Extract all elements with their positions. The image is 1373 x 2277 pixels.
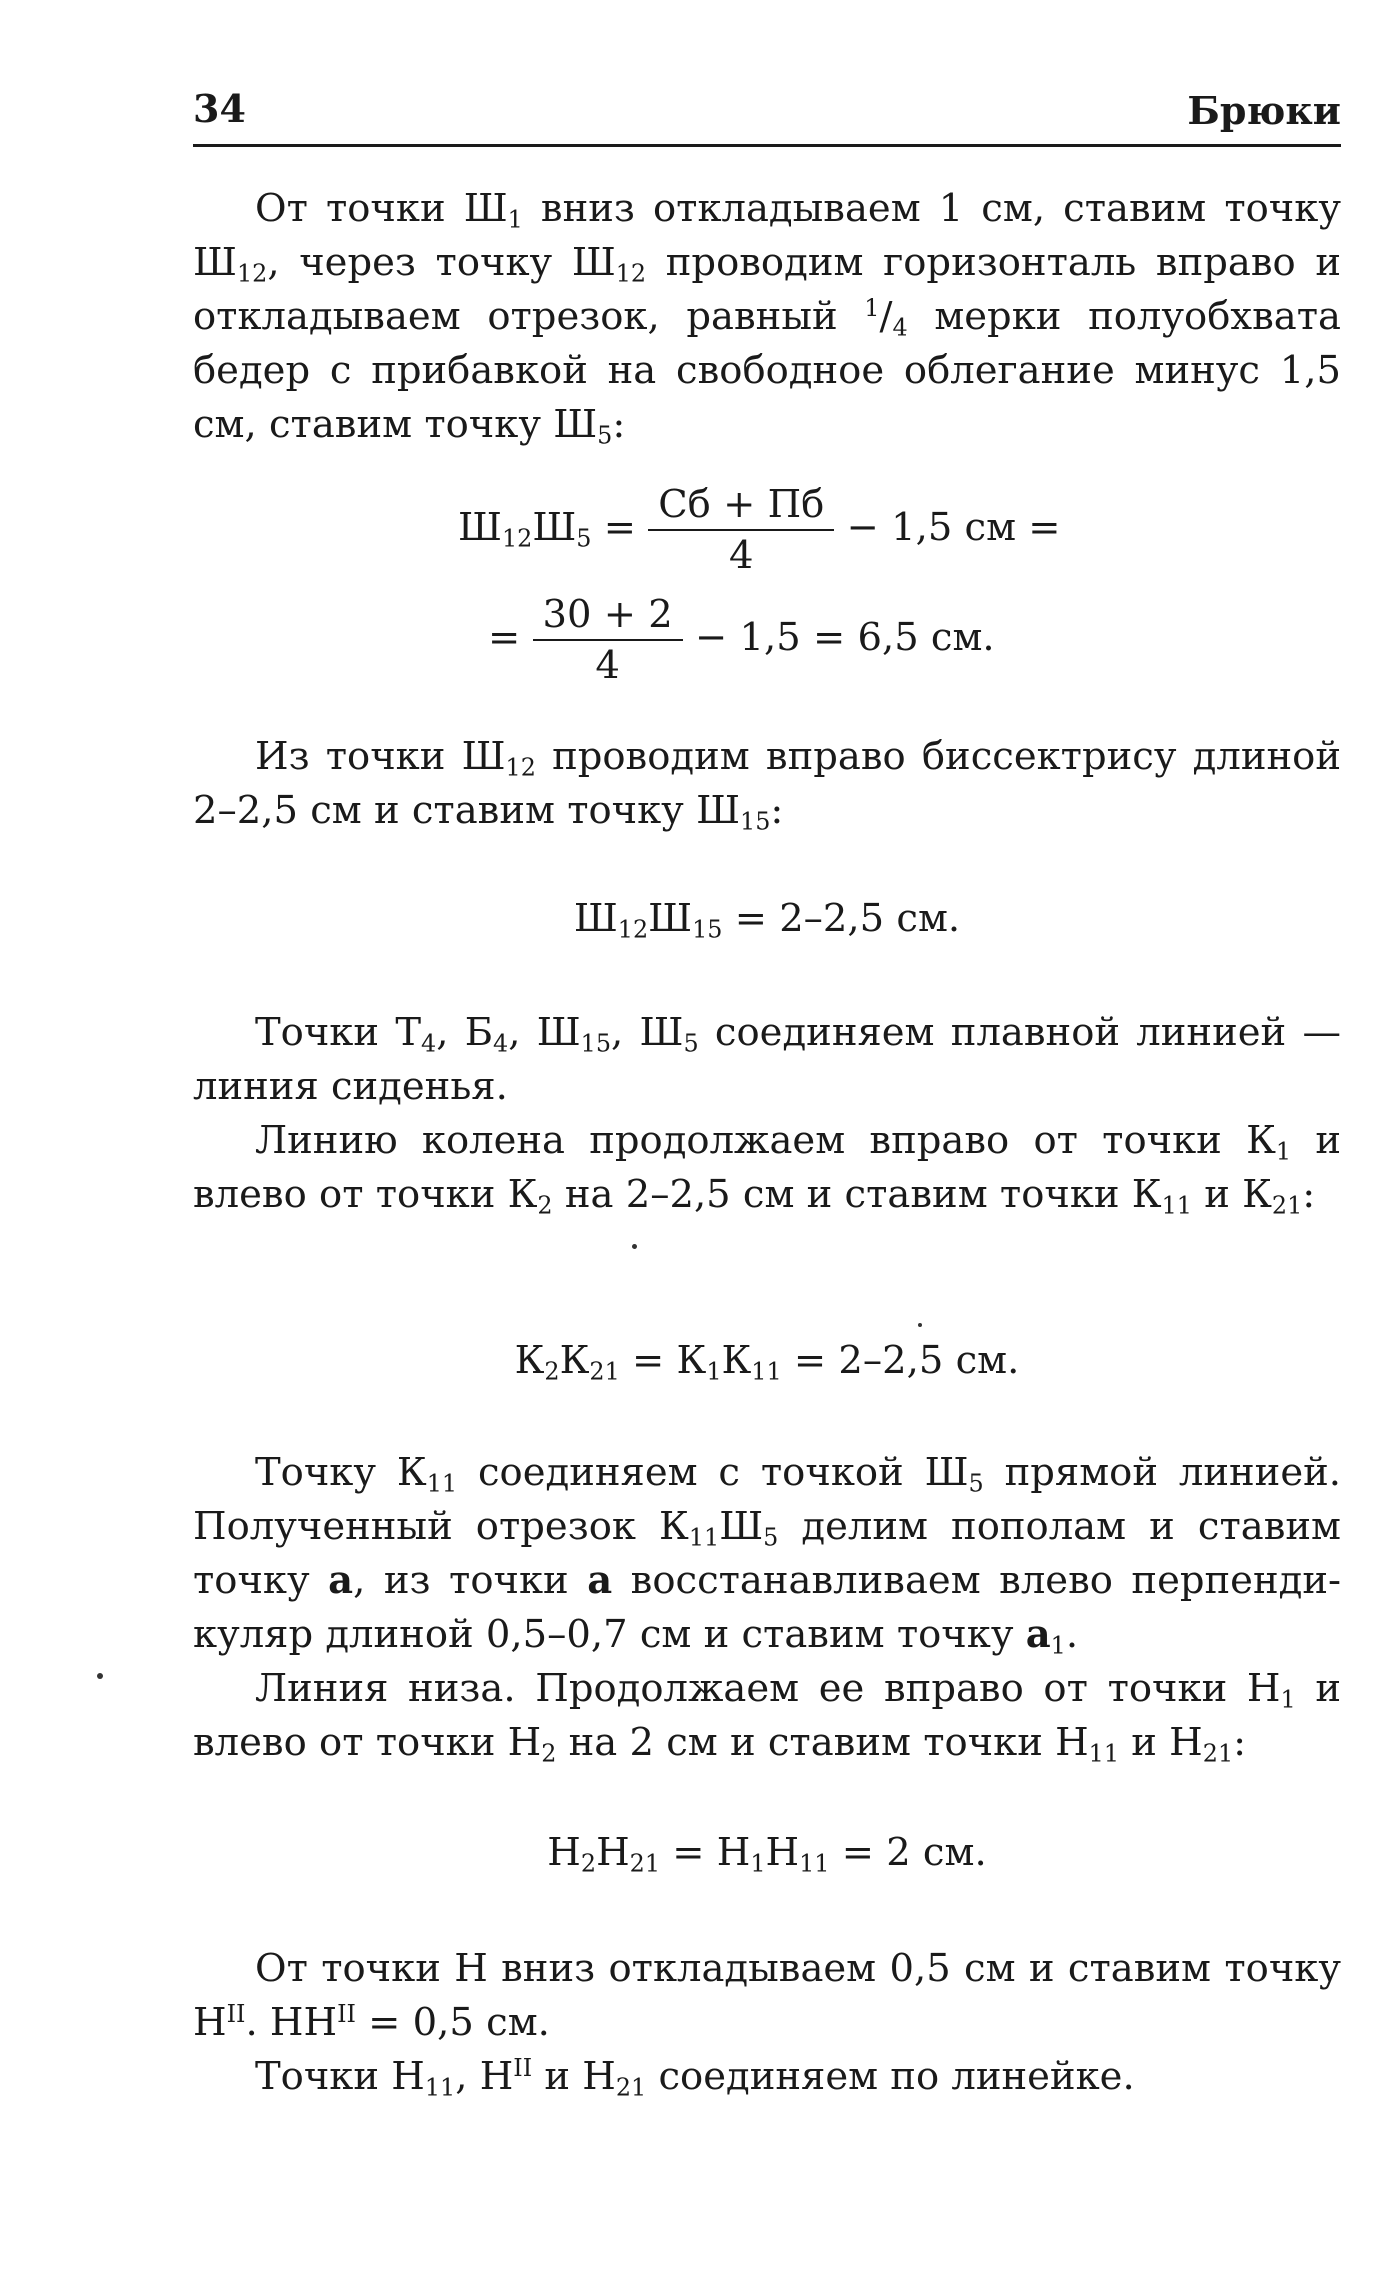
- scan-speck: [918, 1323, 922, 1327]
- formula-3: $Ш_{12}Ш_{15} = 2-2,5$ см.: [573, 896, 961, 944]
- page-header: [193, 82, 1341, 147]
- paragraph-5: Точку $К_{11}$ соединяем с точкой $Ш_5$ прямой линией. Полученный отрезок $К_{11}Ш_5$ делим пополам и ставим точку а, из точки а восстанавливаем влево перпендикуляр длиной 0,5–0,7 см и ставим точку $а_1$.: [193, 1450, 1342, 1660]
- paragraph-3: Точки $Т_4$, $Б_4$, $Ш_{15}$, $Ш_5$ соединяем плавной линией — линия сиденья.: [193, 1010, 1341, 1109]
- formula-1: $Ш_{12}Ш_5$ = $\frac{Сб + Пб}{4}$ − 1,5 см =: [458, 482, 1061, 578]
- formula-5: $Н_2Н_{21} = Н_1Н_{11} = 2$ см.: [547, 1830, 987, 1878]
- fraction-1: $\frac{Сб + Пб}{4}$: [648, 482, 834, 578]
- scan-speck: [632, 1244, 637, 1249]
- paragraph-8: Точки $Н_{11}$, $Н^{II}$ и $Н_{21}$ соединяем по линейке.: [255, 2053, 1135, 2102]
- formula-4: $К_2К_{21} = К_1К_{11} = 2-2,5$ см.: [514, 1338, 1020, 1386]
- running-title: Брюки: [1187, 88, 1341, 133]
- paragraph-6: Линия низа. Продолжаем ее вправо от точки $Н_1$ и влево от точки $Н_2$ на 2 см и ставим точки $Н_{11}$ и $Н_{21}$:: [193, 1666, 1341, 1768]
- paragraph-1: От точки $Ш_1$ вниз откладываем 1 см, ставим точку $Ш_{12}$, через точку $Ш_{12}$ проводим горизонталь вправо и откладываем отрезок, равный $^1/_4$ мерки полуобхвата бедер с прибавкой на свободное облегание минус 1,5 см, ставим точку $Ш_5$:: [193, 186, 1341, 450]
- fraction-2: $\frac{30 + 2}{4}$: [533, 592, 683, 688]
- paragraph-7: От точки Н вниз откладываем 0,5 см и ставим точку $Н^{II}$. $НН^{II} = 0,5$ см.: [193, 1946, 1341, 2045]
- formula-2: = $\frac{30 + 2}{4}$ − 1,5 = 6,5 см.: [488, 592, 995, 688]
- paragraph-4: Линию колена продолжаем вправо от точки $К_1$ и влево от точки $К_2$ на 2–2,5 см и ставим точки $К_{11}$ и $К_{21}$:: [193, 1118, 1341, 1220]
- paragraph-2: Из точки $Ш_{12}$ проводим вправо биссектрису длиной 2–2,5 см и ставим точку $Ш_{15}$:: [193, 734, 1341, 836]
- page-number: 34: [193, 86, 246, 131]
- scan-speck: [97, 1673, 103, 1679]
